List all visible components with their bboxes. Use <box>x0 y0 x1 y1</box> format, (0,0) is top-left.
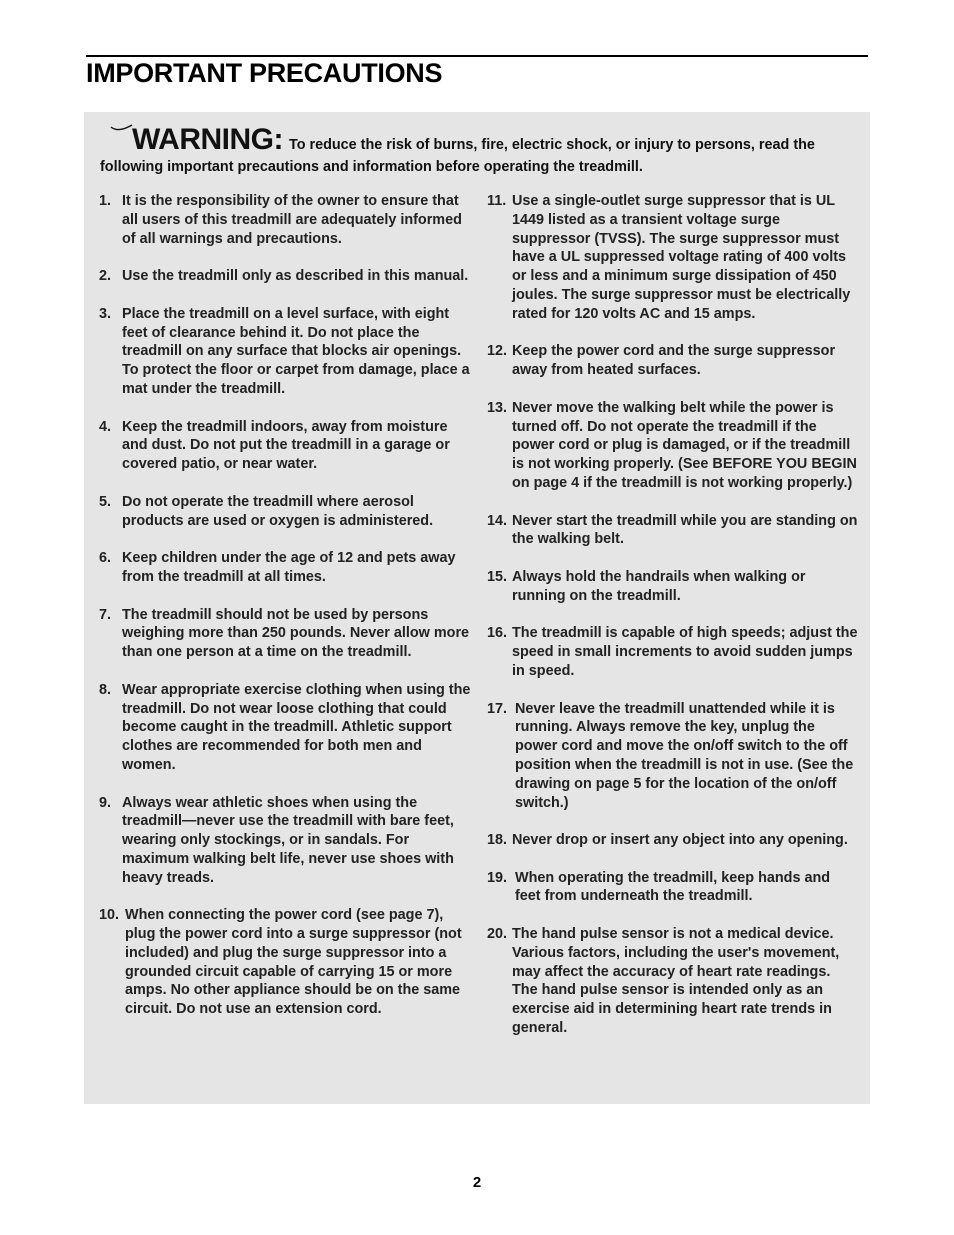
page-number: 2 <box>472 1174 482 1191</box>
precaution-item <box>487 342 859 380</box>
item-text: Keep the power cord and the surge suppressor away from heated surfaces. <box>512 343 836 379</box>
precaution-item <box>99 606 471 662</box>
warning-lead-text: To reduce the risk of burns, fire, electric shock, or injury to persons, read the following important precautions and information before operating the treadmill. <box>100 137 815 175</box>
item-number: 2. <box>99 268 112 285</box>
precaution-item <box>487 925 859 1038</box>
precaution-item <box>487 192 859 324</box>
item-number: 15. <box>487 568 508 585</box>
item-text: Always wear athletic shoes when using the treadmill—never use the treadmill with bare feet, wearing only stockings, or in sandals. For maximum walking belt life, never use shoes with heavy treads. <box>122 794 454 886</box>
item-text: Never drop or insert any object into any opening. <box>512 832 848 849</box>
item-text: Use a single-outlet surge suppressor that is UL 1449 listed as a transient voltage surge suppressor (TVSS). The surge suppressor must have a UL suppressed voltage rating of 400 volts or less and a minimum surge dissipation of 450 joules. The surge suppressor must be electrically rated for 120 volts AC and 15 amps. <box>512 193 851 322</box>
item-text: Always hold the handrails when walking or running on the treadmill. <box>512 568 806 604</box>
item-number: 14. <box>487 512 508 529</box>
precaution-item <box>99 418 471 474</box>
precaution-item <box>99 681 471 775</box>
precaution-item <box>487 624 859 680</box>
item-text: Never move the walking belt while the power is turned off. Do not operate the treadmill if the power cord or plug is damaged, or if the treadmill is not working properly. (See BEFORE YOU BEGIN on page 4 if the treadmill is not working properly.) <box>512 399 857 491</box>
precaution-item <box>487 568 859 606</box>
item-number: 4. <box>99 418 112 435</box>
precaution-item <box>487 399 859 493</box>
item-number: 19. <box>487 869 508 886</box>
item-number: 3. <box>99 305 112 322</box>
item-text: When connecting the power cord (see page 7), plug the power cord into a surge suppressor (not included) and plug the surge suppressor into a grounded circuit capable of carrying 15 or more amps. No other appliance should be on the same circuit. Do not use an extension cord. <box>125 907 462 1018</box>
warning-label: WARNING: <box>132 123 283 156</box>
item-text: The hand pulse sensor is not a medical device. Various factors, including the user's movement, may affect the accuracy of heart rate readings. The hand pulse sensor is intended only as an exercise aid in determining heart rate trends in general. <box>512 926 840 1037</box>
precaution-item <box>487 831 859 850</box>
top-rule <box>86 55 868 57</box>
item-text: Never leave the treadmill unattended while it is running. Always remove the key, unplug the power cord and move the on/off switch to the off position when the treadmill is not in use. (See the drawing on page 5 for the location of the on/off switch.) <box>515 700 854 811</box>
item-number: 18. <box>487 832 508 849</box>
item-text: It is the responsibility of the owner to ensure that all users of this treadmill are adequately informed of all warnings and precautions. <box>122 193 462 247</box>
item-number: 13. <box>487 399 508 416</box>
page-title: IMPORTANT PRECAUTIONS <box>86 58 443 88</box>
precaution-item <box>99 267 471 286</box>
item-text: The treadmill should not be used by persons weighing more than 250 pounds. Never allow more than one person at a time on the treadmill. <box>122 606 470 661</box>
item-number: 6. <box>99 550 112 567</box>
precaution-item <box>99 549 471 587</box>
item-text: When operating the treadmill, keep hands and feet from underneath the treadmill. <box>515 869 831 905</box>
precautions-right-column <box>487 192 859 1057</box>
item-text: The treadmill is capable of high speeds; adjust the speed in small increments to avoid sudden jumps in speed. <box>512 625 858 679</box>
precaution-item <box>487 512 859 550</box>
precaution-item <box>99 794 471 888</box>
item-number: 10. <box>99 907 120 924</box>
item-text: Wear appropriate exercise clothing when using the treadmill. Do not wear loose clothing that could become caught in the treadmill. Athletic support clothes are recommended for both men and women. <box>122 681 471 773</box>
precaution-item <box>99 192 471 248</box>
precaution-item <box>99 305 471 399</box>
item-number: 16. <box>487 625 508 642</box>
item-text: Never start the treadmill while you are standing on the walking belt. <box>512 512 858 548</box>
item-number: 1. <box>99 193 112 209</box>
item-number: 5. <box>99 493 112 510</box>
item-number: 8. <box>99 681 112 698</box>
item-number: 7. <box>99 606 112 623</box>
item-text: Use the treadmill only as described in this manual. <box>122 268 469 285</box>
item-text: Do not operate the treadmill where aerosol products are used or oxygen is administered. <box>122 493 434 529</box>
item-number: 17. <box>487 700 508 717</box>
precaution-item <box>99 493 471 531</box>
item-text: Keep the treadmill indoors, away from moisture and dust. Do not put the treadmill in a garage or covered patio, or near water. <box>122 418 450 473</box>
precaution-item <box>487 869 859 907</box>
item-text: Keep children under the age of 12 and pets away from the treadmill at all times. <box>122 550 456 585</box>
item-number: 20. <box>487 926 508 943</box>
precaution-item <box>99 906 471 1019</box>
item-number: 9. <box>99 794 112 811</box>
precaution-item <box>487 700 859 813</box>
item-number: 12. <box>487 343 508 360</box>
item-number: 11. <box>487 193 507 209</box>
warning-statement <box>100 122 860 177</box>
item-text: Place the treadmill on a level surface, with eight feet of clearance behind it. Do not place the treadmill on any surface that blocks air openings. To protect the floor or carpet from damage, place a mat under the treadmill. <box>122 305 470 397</box>
precautions-left-column <box>99 192 471 1038</box>
